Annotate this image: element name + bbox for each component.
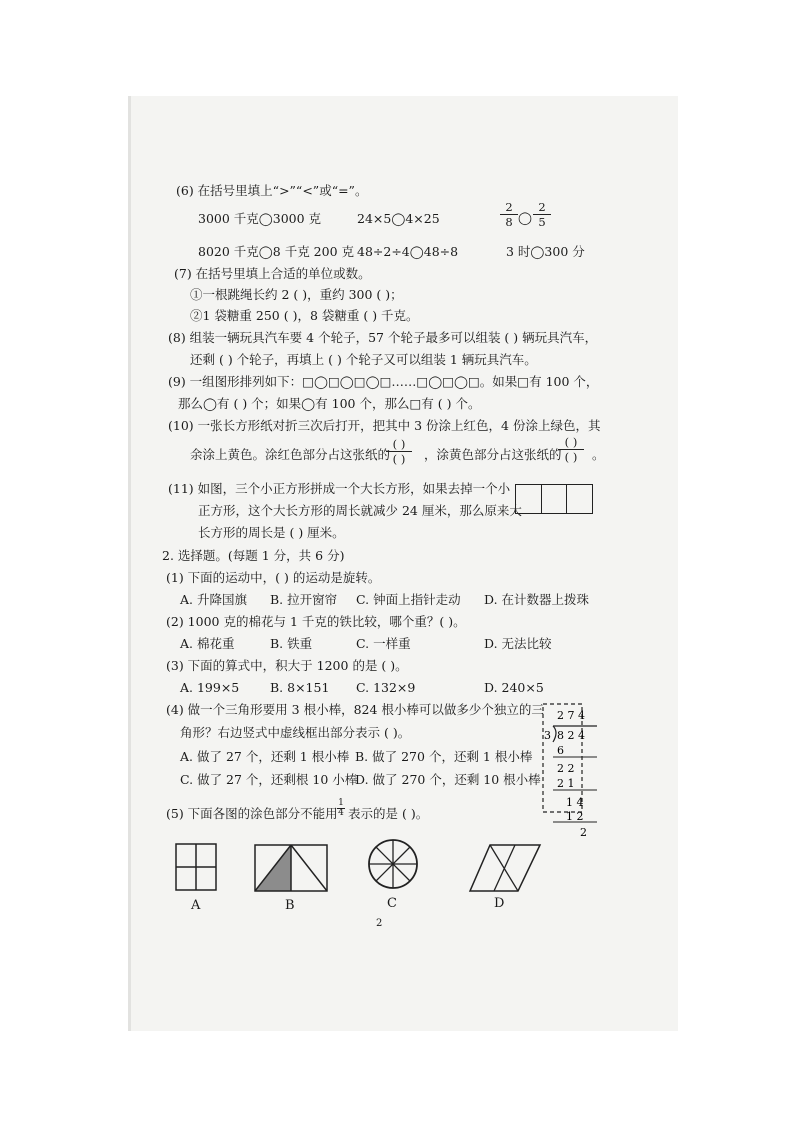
s2-q4-line-1: (4) 做一个三角形要用 3 根小棒，824 根小棒可以做多少个独立的三 xyxy=(166,702,544,717)
q6-compare-1a: 3000 千克◯3000 克 xyxy=(198,211,322,226)
q8-line-2: 还剩 ( ) 个轮子，再填上 ( ) 个轮子又可以组装 1 辆玩具汽车。 xyxy=(190,352,537,367)
s2-q5-stem-post: 表示的是 ( )。 xyxy=(348,806,429,821)
s2-q1-option-b: B. 拉开窗帘 xyxy=(270,592,338,607)
q6-compare-circle: ◯ xyxy=(518,210,532,225)
division-step-1: 6 xyxy=(557,744,564,757)
figure-label-c: C xyxy=(387,896,397,911)
division-step-4: 1 4 xyxy=(566,796,584,809)
q6-fraction-2-5: 2 5 xyxy=(533,201,551,228)
figure-label-a: A xyxy=(191,898,201,913)
q8-line-1: (8) 组装一辆玩具汽车要 4 个轮子，57 个轮子最多可以组装 ( ) 辆玩具汽车， xyxy=(168,330,598,345)
s2-q2-option-a: A. 棉花重 xyxy=(180,636,235,651)
q6-compare-2b: 48÷2÷4◯48÷8 xyxy=(357,244,459,259)
q10-line-1: (10) 一张长方形纸对折三次后打开，把其中 3 份涂上红色，4 份涂上绿色，其 xyxy=(168,418,601,433)
q10-line-2b: ，涂黄色部分占这张纸的 xyxy=(424,447,562,462)
s2-q1-option-c: C. 钟面上指针走动 xyxy=(356,592,461,607)
q6-fraction-2-8: 2 8 xyxy=(500,201,518,228)
figure-label-b: B xyxy=(285,898,295,913)
page-number: 2 xyxy=(376,918,383,929)
s2-q4-option-a: A. 做了 27 个，还剩 1 根小棒 xyxy=(180,749,350,764)
figure-label-d: D xyxy=(494,896,505,911)
s2-q4-option-d: D. 做了 270 个，还剩 10 根小棒 xyxy=(355,772,541,787)
s2-q5-stem-pre: (5) 下面各图的涂色部分不能用 xyxy=(166,806,338,821)
q11-line-3: 长方形的周长是 ( ) 厘米。 xyxy=(198,525,345,540)
q11-line-1: (11) 如图，三个小正方形拼成一个大长方形，如果去掉一个小 xyxy=(168,481,511,496)
s2-q2-stem: (2) 1000 克的棉花与 1 千克的铁比较，哪个重？( )。 xyxy=(166,614,466,629)
paper-edge xyxy=(128,96,131,1031)
s2-q1-option-a: A. 升降国旗 xyxy=(180,592,247,607)
long-division-figure xyxy=(540,702,604,842)
division-bracket xyxy=(553,726,556,742)
q6-compare-2a: 8020 千克◯8 千克 200 克 xyxy=(198,244,355,259)
q6-compare-1b: 24×5◯4×25 xyxy=(357,211,440,226)
q7-title: (7) 在括号里填上合适的单位或数。 xyxy=(174,266,371,281)
q10-line-2a: 余涂上黄色。涂红色部分占这张纸的 xyxy=(190,447,391,462)
s2-q3-option-d: D. 240×5 xyxy=(484,680,544,695)
q7-line-2: ②1 袋糖重 250 ( )，8 袋糖重 ( ) 千克。 xyxy=(190,308,419,323)
division-remainder: 2 xyxy=(580,826,587,839)
s2-q2-option-c: C. 一样重 xyxy=(356,636,411,651)
s2-q2-option-d: D. 无法比较 xyxy=(484,636,552,651)
figure-d-parallelogram xyxy=(468,843,542,893)
q11-line-2: 正方形，这个大长方形的周长就减少 24 厘米，那么原来大 xyxy=(198,503,522,518)
division-step-3: 2 1 xyxy=(557,777,575,790)
q6-compare-2c: 3 时◯300 分 xyxy=(506,244,585,259)
figure-a-square-quarters xyxy=(175,843,217,891)
division-step-5: 1 2 xyxy=(566,810,584,823)
s2-q4-option-b: B. 做了 270 个，还剩 1 根小棒 xyxy=(355,749,533,764)
q7-line-1: ①一根跳绳长约 2 ( )，重约 300 ( )； xyxy=(190,287,403,302)
three-squares-rectangle xyxy=(515,484,593,514)
q9-line-2: 那么◯有 ( ) 个；如果◯有 100 个，那么□有 ( ) 个。 xyxy=(178,396,481,411)
q10-line-2c: 。 xyxy=(592,447,605,462)
q9-line-1: (9) 一组图形排列如下：□◯□◯□◯□……□◯□◯□。如果□有 100 个， xyxy=(168,374,599,389)
division-step-2: 2 2 xyxy=(557,762,575,775)
s2-q3-option-b: B. 8×151 xyxy=(270,680,330,695)
q10-red-fraction-blank: ( ) ( ) xyxy=(386,438,412,465)
s2-q3-option-a: A. 199×5 xyxy=(180,680,240,695)
section-2-title: 2. 选择题。(每题 1 分，共 6 分) xyxy=(162,548,345,563)
division-quotient: 2 7 4 xyxy=(557,709,585,722)
q10-yellow-fraction-blank: ( ) ( ) xyxy=(558,436,584,463)
figure-c-circle-eighths xyxy=(366,837,420,891)
division-dividend: 8 2 4 xyxy=(557,729,585,742)
q6-title: (6) 在括号里填上“>”“<”或“=”。 xyxy=(176,183,368,198)
s2-q4-line-2: 角形？右边竖式中虚线框出部分表示 ( )。 xyxy=(180,725,411,740)
s2-q2-option-b: B. 铁重 xyxy=(270,636,313,651)
s2-q1-option-d: D. 在计数器上拨珠 xyxy=(484,592,590,607)
figure-b-rectangle-shaded-triangle xyxy=(253,843,329,893)
s2-q5-fraction-1-4: 1 4 xyxy=(338,798,344,818)
division-divisor: 3 xyxy=(544,729,551,742)
s2-q3-stem: (3) 下面的算式中，积大于 1200 的是 ( )。 xyxy=(166,658,408,673)
s2-q4-option-c: C. 做了 27 个，还剩根 10 小棒 xyxy=(180,772,358,787)
s2-q3-option-c: C. 132×9 xyxy=(356,680,416,695)
s2-q1-stem: (1) 下面的运动中，( ) 的运动是旋转。 xyxy=(166,570,381,585)
